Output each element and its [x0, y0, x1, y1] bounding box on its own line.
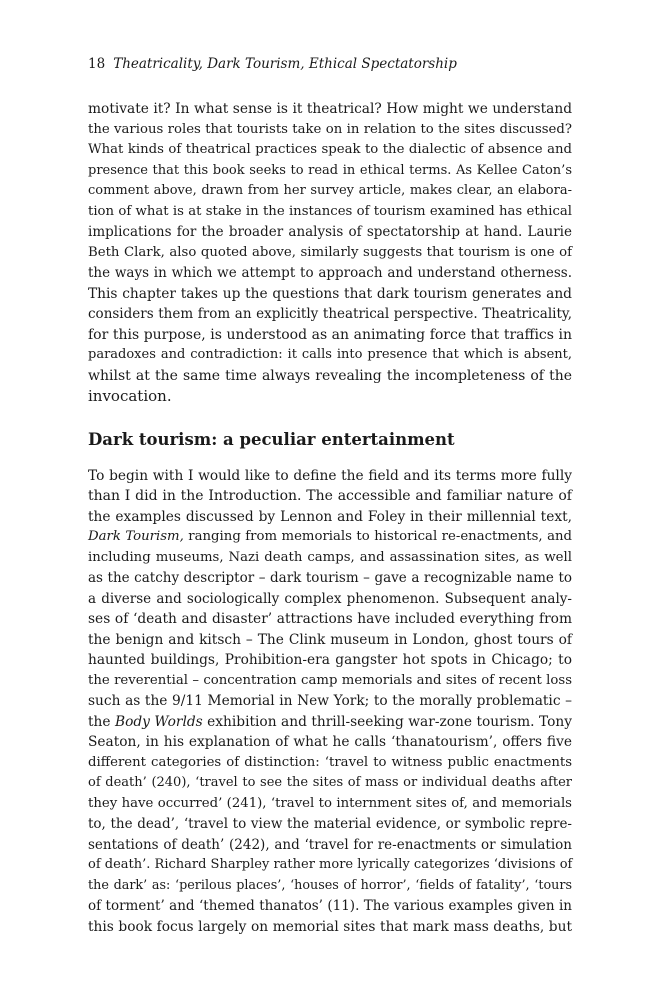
body-paragraph-2 [88, 466, 572, 938]
text-line: implications for the broader analysis of spectatorship at hand. Laurie [88, 224, 572, 240]
text-line [88, 527, 572, 548]
text-line: haunted buildings, Prohibition-era gangster hot spots in Chicago; to [88, 652, 572, 668]
text-line: considers them from an explicitly theatrical perspective. Theatricality, [88, 306, 572, 322]
running-head [88, 56, 572, 72]
text-line: comment above, drawn from her survey article, makes clear, an elabora- [88, 183, 572, 198]
section-heading: Dark tourism: a peculiar entertainment [88, 429, 455, 449]
text-line: the reverential – concentration camp memorials and sites of recent loss [88, 672, 572, 688]
text-run: the [88, 713, 115, 730]
text-line: whilst at the same time always revealing the incompleteness of the [88, 367, 572, 384]
text-line: sentations of death’ (242), and ‘travel for re-enactments or simulation [88, 836, 572, 853]
text-run: exhibition and thrill-seeking war-zone tourism. Tony [202, 713, 572, 730]
text-line: different categories of distinction: ‘travel to witness public enactments [88, 754, 572, 770]
text-line: a diverse and sociologically complex phenomenon. Subsequent analy- [88, 590, 572, 607]
body-paragraph-1 [88, 99, 572, 407]
text-line: paradoxes and contradiction: it calls into presence that which is absent, [88, 347, 572, 362]
running-title: Theatricality, Dark Tourism, Ethical Spectatorship [113, 56, 457, 72]
text-line: of death’. Richard Sharpley rather more lyrically categorizes ‘divisions of [88, 857, 573, 872]
text-line: as the catchy descriptor – dark tourism – gave a recognizable name to [88, 570, 572, 586]
text-line: to, the dead’, ‘travel to view the material evidence, or symbolic repre- [88, 816, 572, 832]
text-line: This chapter takes up the questions that dark tourism generates and [88, 285, 572, 302]
page-number: 18 [88, 56, 106, 72]
text-line: Seaton, in his explanation of what he calls ‘thanatourism’, offers five [88, 734, 572, 750]
text-line: the various roles that tourists take on in relation to the sites discussed? [88, 121, 572, 137]
exhibition-title-body-worlds: Body Worlds [114, 713, 203, 730]
text-line: of death’ (240), ‘travel to see the sites of mass or individual deaths after [88, 775, 572, 790]
text-line: of torment’ and ‘themed thanatos’ (11). The various examples given in [88, 898, 572, 914]
book-page [88, 56, 572, 937]
text-line: the benign and kitsch – The Clink museum in London, ghost tours of [88, 631, 572, 648]
text-line: for this purpose, is understood as an animating force that traffics in [88, 326, 572, 343]
text-line: invocation. [88, 387, 172, 405]
text-line: motivate it? In what sense is it theatrical? How might we understand [88, 101, 572, 117]
text-line: tion of what is at stake in the instances of tourism examined has ethical [88, 203, 572, 219]
text-line: To begin with I would like to define the field and its terms more fully [88, 467, 572, 484]
text-line: the examples discussed by Lennon and Foley in their millennial text, [88, 508, 572, 525]
text-line: such as the 9/11 Memorial in New York; to the morally problematic – [88, 693, 572, 709]
book-title-dark-tourism: Dark Tourism, [88, 529, 184, 544]
text-line: presence that this book seeks to read in ethical terms. As Kellee Caton’s [88, 162, 572, 178]
text-line: than I did in the Introduction. The accessible and familiar nature of [88, 488, 572, 504]
text-line: Beth Clark, also quoted above, similarly suggests that tourism is one of [88, 244, 572, 260]
text-line: including museums, Nazi death camps, and assassination sites, as well [88, 549, 572, 565]
text-line: they have occurred’ (241), ‘travel to internment sites of, and memorials [88, 795, 572, 811]
text-line: ses of ‘death and disaster’ attractions have included everything from [88, 611, 572, 627]
text-line [88, 712, 572, 733]
text-line: the dark’ as: ‘perilous places’, ‘houses of horror’, ‘fields of fatality’, ‘tours [88, 877, 572, 893]
text-line: this book focus largely on memorial sites that mark mass deaths, but [88, 918, 572, 935]
text-line: What kinds of theatrical practices speak to the dialectic of absence and [88, 142, 572, 157]
text-line: the ways in which we attempt to approach and understand otherness. [88, 265, 572, 281]
text-run: ranging from memorials to historical re-enactments, and [183, 529, 572, 544]
